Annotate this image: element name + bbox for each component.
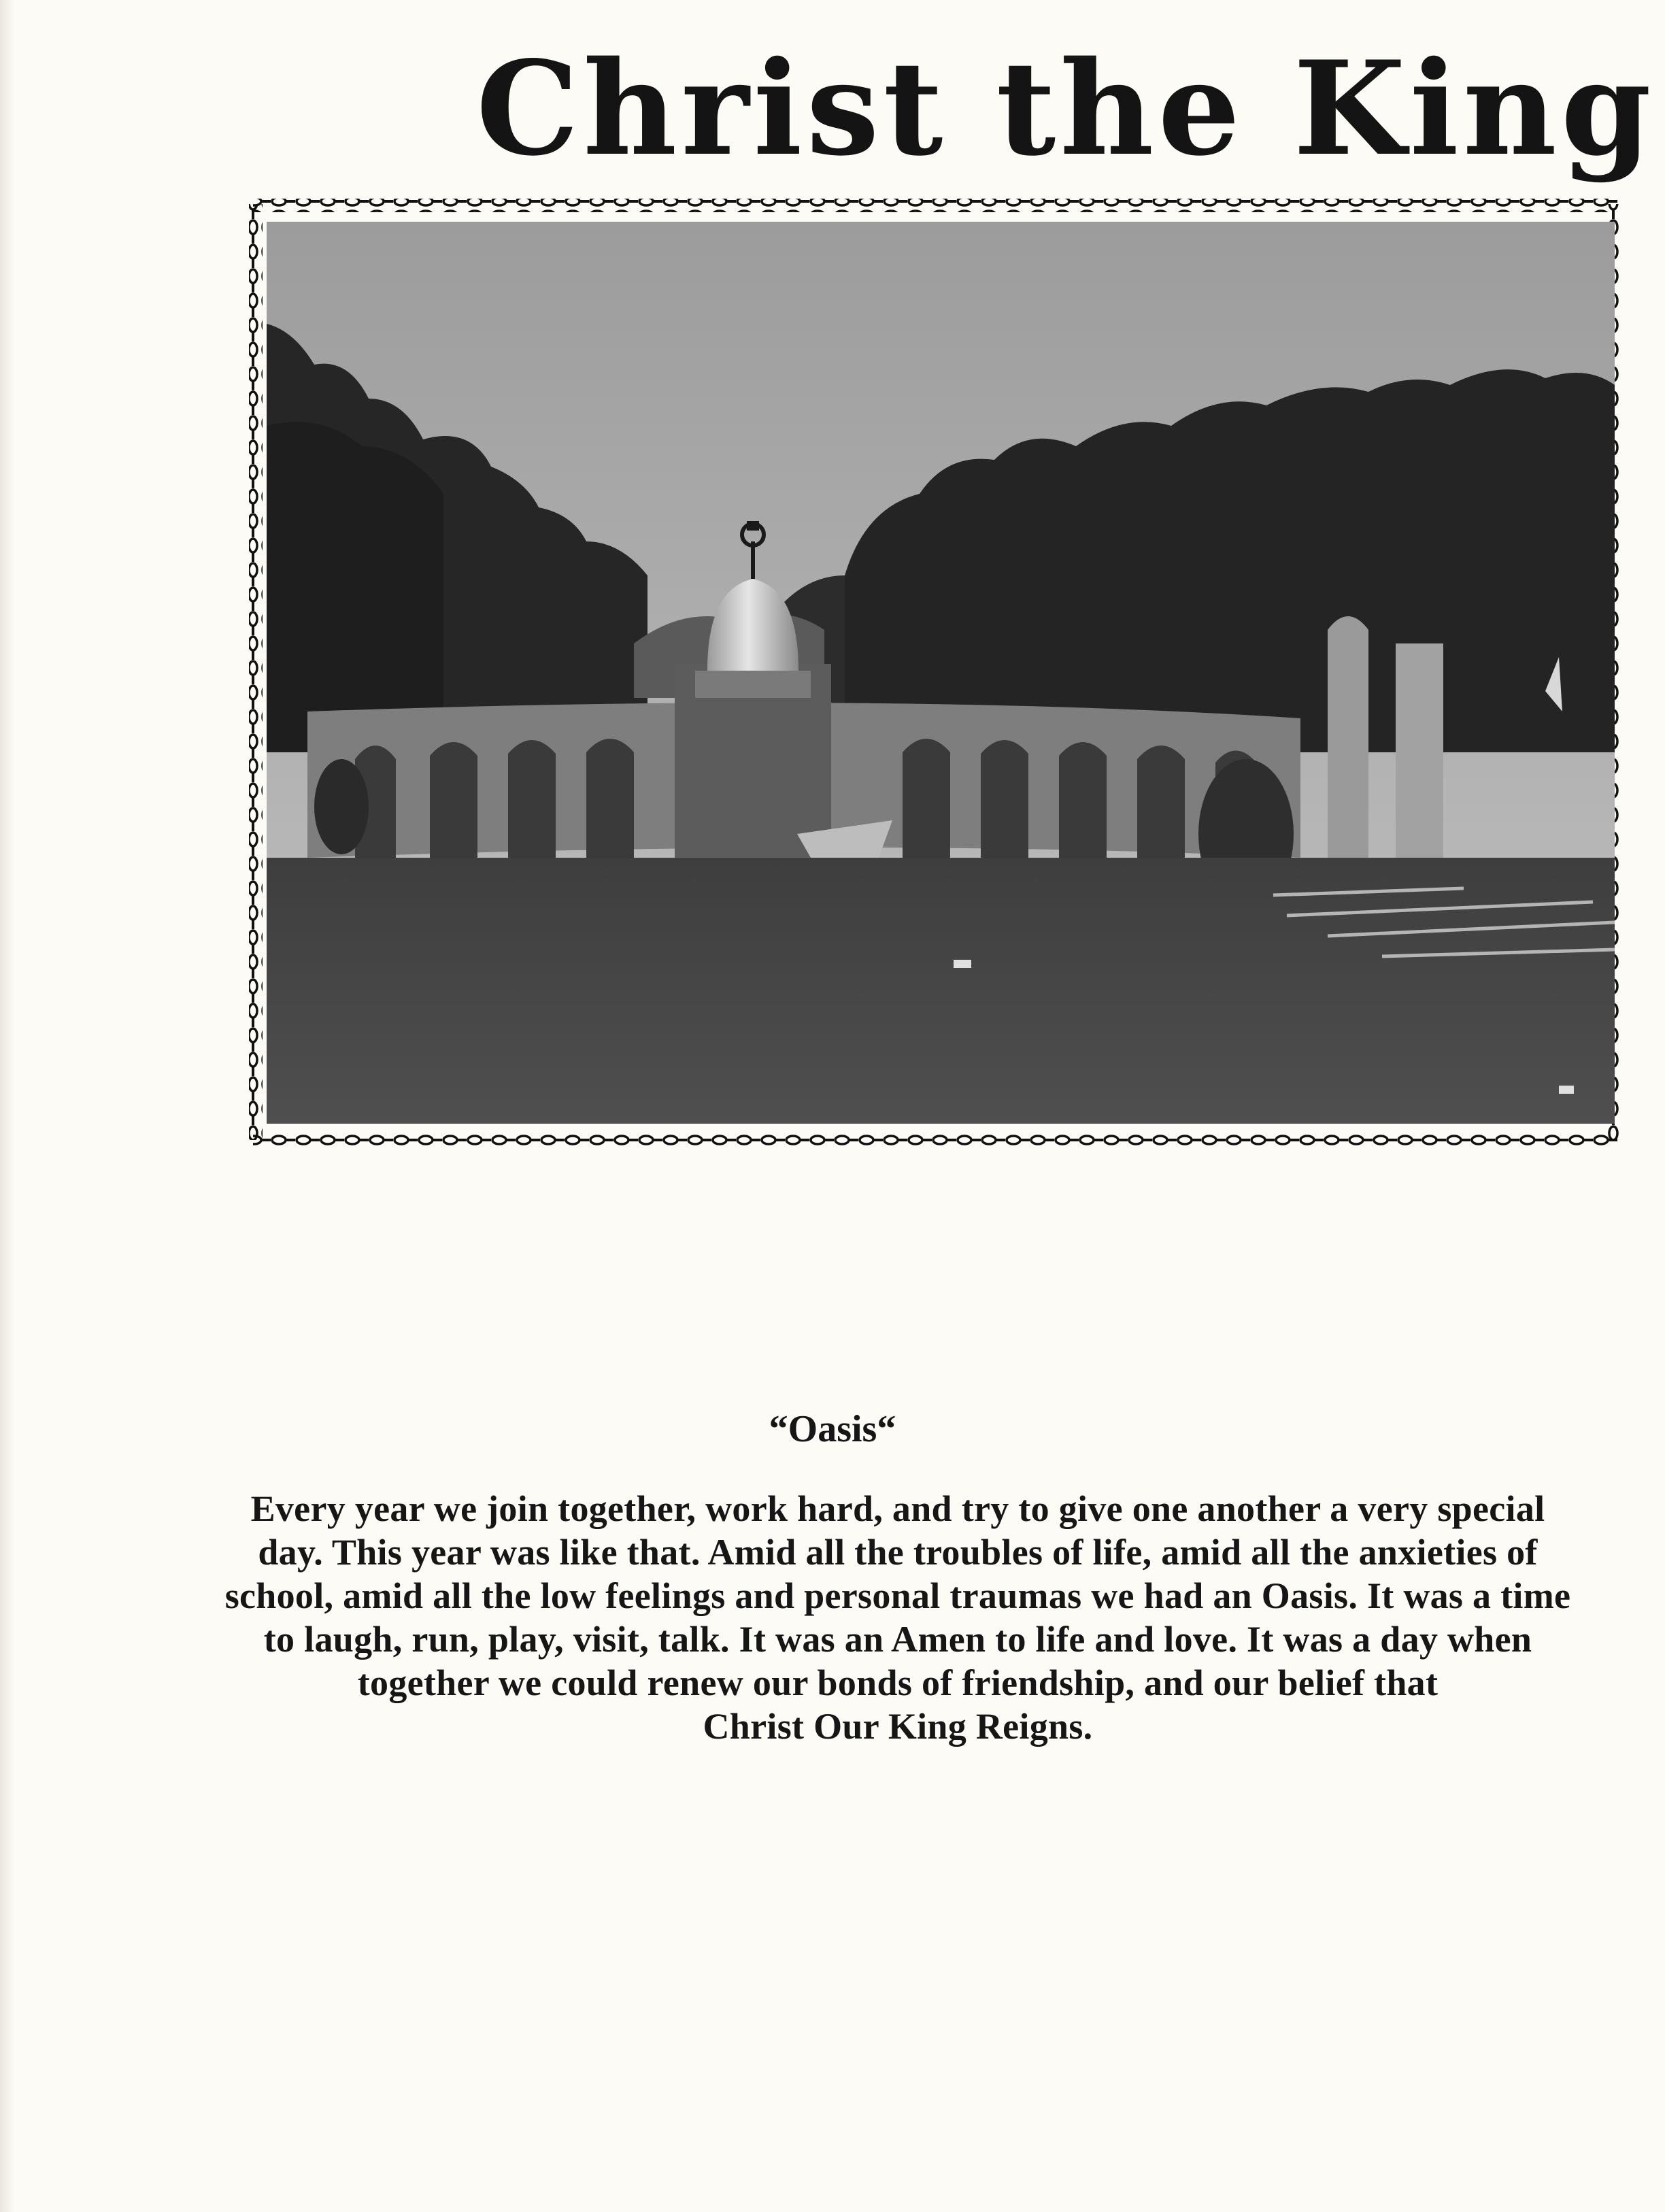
article-heading: “Oasis“ xyxy=(769,1408,896,1450)
article-line: Every year we join together, work hard, and try to give one another a very special xyxy=(250,1488,1545,1529)
article-line: together we could renew our bonds of friendship, and our belief that xyxy=(357,1662,1439,1703)
page-title: Christ the King xyxy=(476,33,1655,184)
article-closing-line: Christ Our King Reigns. xyxy=(703,1706,1093,1747)
page-edge-shadow xyxy=(0,0,15,2212)
oasis-photo xyxy=(267,222,1615,1124)
article-line: day. This year was like that. Amid all the troubles of life, amid all the anxieties of xyxy=(258,1532,1538,1573)
article-line: school, amid all the low feelings and personal traumas we had an Oasis. It was a time xyxy=(224,1575,1571,1616)
article-line: to laugh, run, play, visit, talk. It was an Amen to life and love. It was a day when xyxy=(263,1619,1532,1660)
article-body xyxy=(136,1487,1660,1748)
